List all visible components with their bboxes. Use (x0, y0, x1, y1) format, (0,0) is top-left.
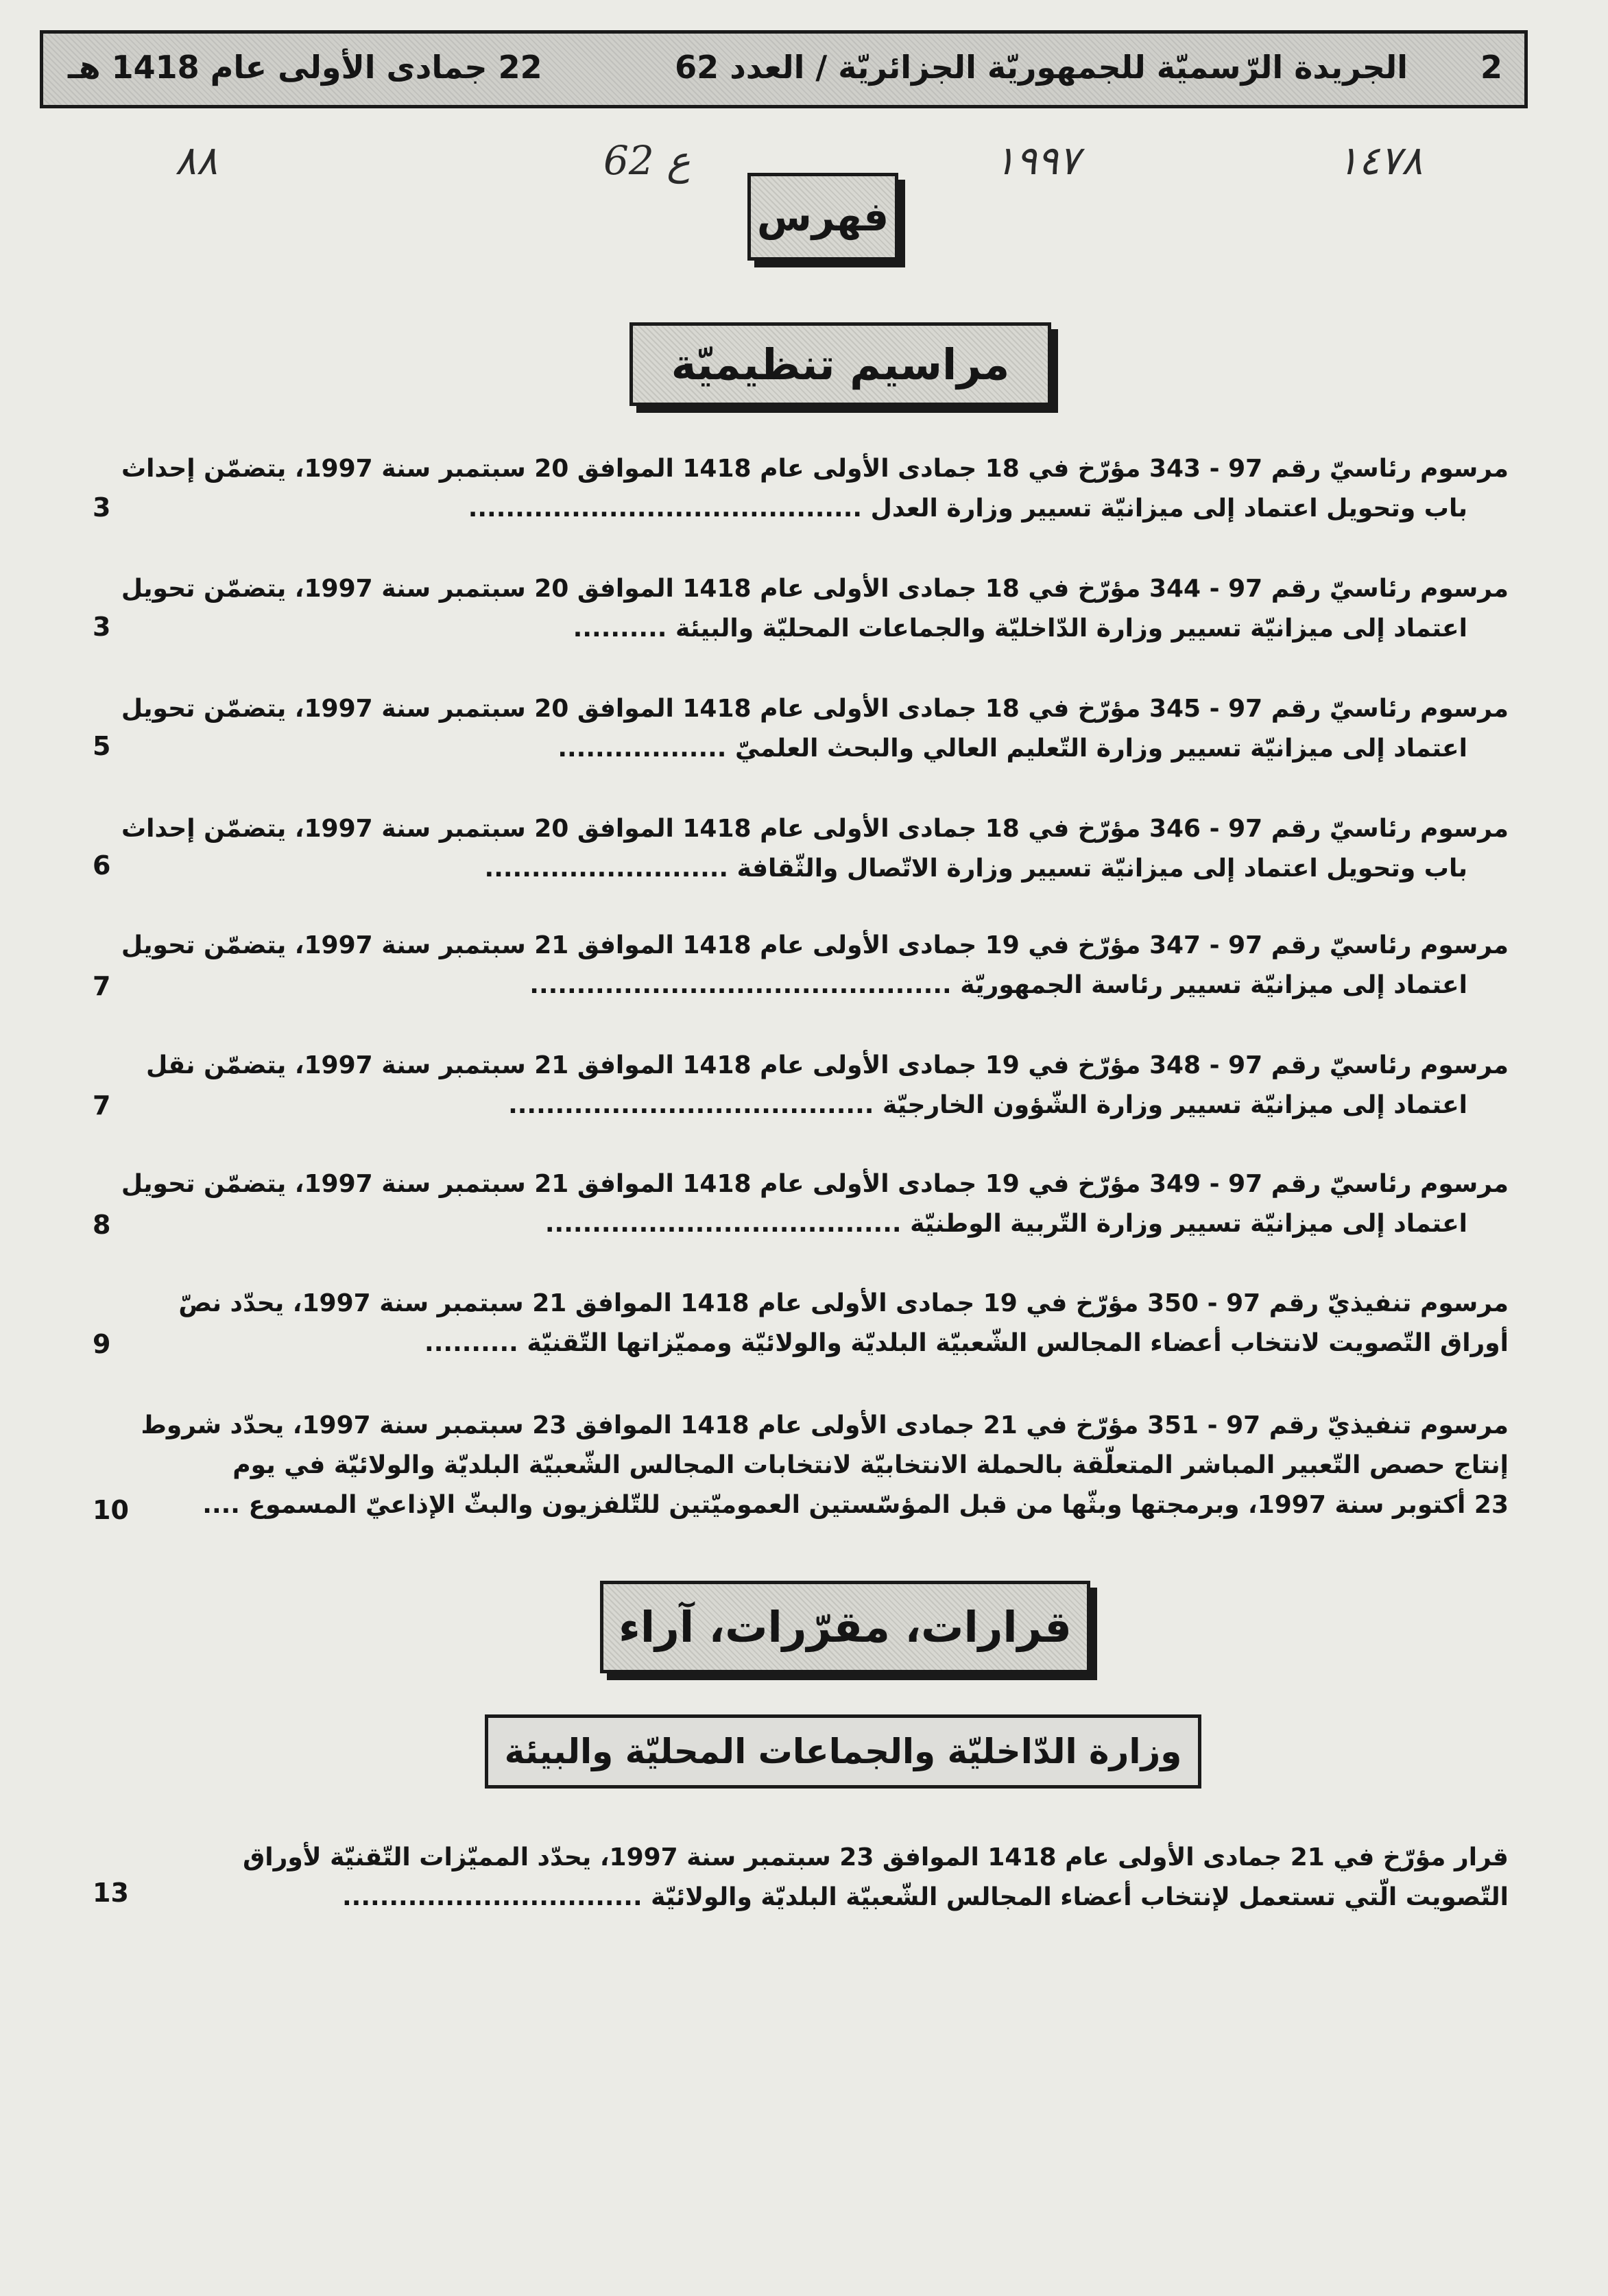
entry-line-text: 23 أكتوبر سنة 1997، وبرمجتها وبثّها من قبل المؤسّستين العموميّتين للتّلفزيون والبثّ الإذاعيّ المسموع (248, 1491, 1509, 1519)
entry-page-number: 6 (93, 850, 111, 881)
entry-page-number: 10 (93, 1495, 129, 1525)
leader-dots: .................. (557, 734, 727, 763)
entry-line (165, 849, 1509, 889)
toc-entry (121, 569, 1509, 649)
leader-dots: .... (202, 1491, 240, 1519)
entry-line-text: باب وتحويل اعتماد إلى ميزانيّة تسيير وزارة الاتّصال والثّقافة (736, 854, 1467, 883)
header-title: الجريدة الرّسميّة للجمهوريّة الجزائريّة / العدد 62 (675, 49, 1408, 86)
toc-entry (121, 449, 1509, 529)
leader-dots: ....................................... (508, 1091, 874, 1119)
page-header (40, 30, 1528, 108)
toc-entry (165, 1284, 1509, 1363)
entry-line (165, 1485, 1509, 1525)
entry-page-number: 8 (93, 1210, 111, 1240)
leader-dots: .......... (573, 614, 667, 643)
entry-page-number: 7 (93, 971, 111, 1001)
section-heading-decrees: مراسيم تنظيميّة (629, 322, 1051, 406)
entry-line-text: أوراق التّصويت لانتخاب أعضاء المجالس الشّعبيّة البلديّة والولائيّة ومميّزاتها التّقنيّة (527, 1329, 1509, 1357)
entry-line (165, 609, 1509, 649)
entry-line: مرسوم تنفيذيّ رقم 97 - 351 مؤرّخ في 21 جمادى الأولى عام 1418 الموافق 23 سبتمبر سنة 1997، يحدّد شروط (141, 1411, 1509, 1439)
toc-entry (121, 689, 1509, 769)
entry-line: مرسوم رئاسيّ رقم 97 - 344 مؤرّخ في 18 جمادى الأولى عام 1418 الموافق 20 سبتمبر سنة 1997، يتضمّن تحويل (121, 575, 1509, 603)
entry-line: إنتاج حصص التّعبير المباشر المتعلّقة بالحملة الانتخابيّة لانتخابات المجالس الشّعبيّة البلديّة والولائيّة في يوم (232, 1451, 1509, 1479)
handwritten-note: ١٤٧٨ (1337, 137, 1423, 184)
entry-line-text: اعتماد إلى ميزانيّة تسيير وزارة الشّؤون الخارجيّة (882, 1091, 1467, 1119)
entry-line: مرسوم رئاسيّ رقم 97 - 345 مؤرّخ في 18 جمادى الأولى عام 1418 الموافق 20 سبتمبر سنة 1997، يتضمّن تحويل (121, 695, 1509, 723)
entry-page-number: 13 (93, 1878, 129, 1908)
entry-page-number: 5 (93, 731, 111, 761)
entry-line (165, 1878, 1509, 1917)
toc-entry (121, 926, 1509, 1005)
entry-line: مرسوم رئاسيّ رقم 97 - 346 مؤرّخ في 18 جمادى الأولى عام 1418 الموافق 20 سبتمبر سنة 1997، يتضمّن إحداث (121, 815, 1509, 843)
entry-line-text: باب وتحويل اعتماد إلى ميزانيّة تسيير وزارة العدل (870, 494, 1467, 523)
entry-line: مرسوم رئاسيّ رقم 97 - 349 مؤرّخ في 19 جمادى الأولى عام 1418 الموافق 21 سبتمبر سنة 1997، يتضمّن تحويل (121, 1170, 1509, 1198)
toc-entry (165, 1838, 1509, 1917)
entry-line (165, 966, 1509, 1005)
header-page-number: 2 (1480, 49, 1502, 86)
entry-line: مرسوم رئاسيّ رقم 97 - 348 مؤرّخ في 19 جمادى الأولى عام 1418 الموافق 21 سبتمبر سنة 1997، يتضمّن نقل (145, 1051, 1509, 1079)
ministry-heading: وزارة الدّاخليّة والجماعات المحليّة والبيئة (485, 1714, 1201, 1789)
leader-dots: .......................... (484, 854, 729, 883)
entry-line: قرار مؤرّخ في 21 جمادى الأولى عام 1418 الموافق 23 سبتمبر سنة 1997، يحدّد المميّزات التّقنيّة لأوراق (243, 1843, 1509, 1872)
entry-line (165, 1204, 1509, 1244)
handwritten-note: ٨٨ (175, 137, 218, 184)
toc-entry (145, 1046, 1509, 1125)
entry-line (165, 489, 1509, 529)
entry-line (165, 1324, 1509, 1363)
handwritten-note: ١٩٩٧ (994, 137, 1080, 184)
toc-entry (141, 1406, 1509, 1525)
entry-line: مرسوم رئاسيّ رقم 97 - 343 مؤرّخ في 18 جمادى الأولى عام 1418 الموافق 20 سبتمبر سنة 1997، يتضمّن إحداث (121, 455, 1509, 483)
toc-entry (121, 1164, 1509, 1244)
toc-title: فهرس (747, 173, 898, 261)
entry-page-number: 3 (93, 492, 111, 523)
leader-dots: .......................................... (468, 494, 863, 523)
leader-dots: .......... (424, 1329, 518, 1357)
entry-page-number: 9 (93, 1329, 111, 1359)
entry-line-text: التّصويت الّتي تستعمل لإنتخاب أعضاء المجالس الشّعبيّة البلديّة والولائيّة (651, 1883, 1509, 1911)
entry-line-text: اعتماد إلى ميزانيّة تسيير رئاسة الجمهوريّة (960, 971, 1467, 999)
handwritten-note: ع 62 (603, 137, 691, 184)
entry-line: مرسوم تنفيذيّ رقم 97 - 350 مؤرّخ في 19 جمادى الأولى عام 1418 الموافق 21 سبتمبر سنة 1997، يحدّد نصّ (178, 1289, 1509, 1317)
leader-dots: ................................ (342, 1883, 643, 1911)
toc-entry (121, 809, 1509, 889)
entry-line-text: اعتماد إلى ميزانيّة تسيير وزارة التّعليم العالي والبحث العلميّ (735, 734, 1467, 763)
entry-line: مرسوم رئاسيّ رقم 97 - 347 مؤرّخ في 19 جمادى الأولى عام 1418 الموافق 21 سبتمبر سنة 1997، يتضمّن تحويل (121, 931, 1509, 959)
entry-line-text: اعتماد إلى ميزانيّة تسيير وزارة التّربية الوطنيّة (910, 1210, 1467, 1238)
section-heading-decisions: قرارات، مقرّرات، آراء (600, 1581, 1090, 1673)
entry-line (165, 729, 1509, 769)
entry-page-number: 7 (93, 1090, 111, 1121)
entry-line-text: اعتماد إلى ميزانيّة تسيير وزارة الدّاخليّة والجماعات المحليّة والبيئة (675, 614, 1467, 643)
leader-dots: ............................................. (529, 971, 952, 999)
entry-page-number: 3 (93, 612, 111, 642)
entry-line (165, 1086, 1509, 1125)
header-date: 22 جمادى الأولى عام 1418 هـ (68, 49, 542, 86)
leader-dots: ...................................... (544, 1210, 902, 1238)
